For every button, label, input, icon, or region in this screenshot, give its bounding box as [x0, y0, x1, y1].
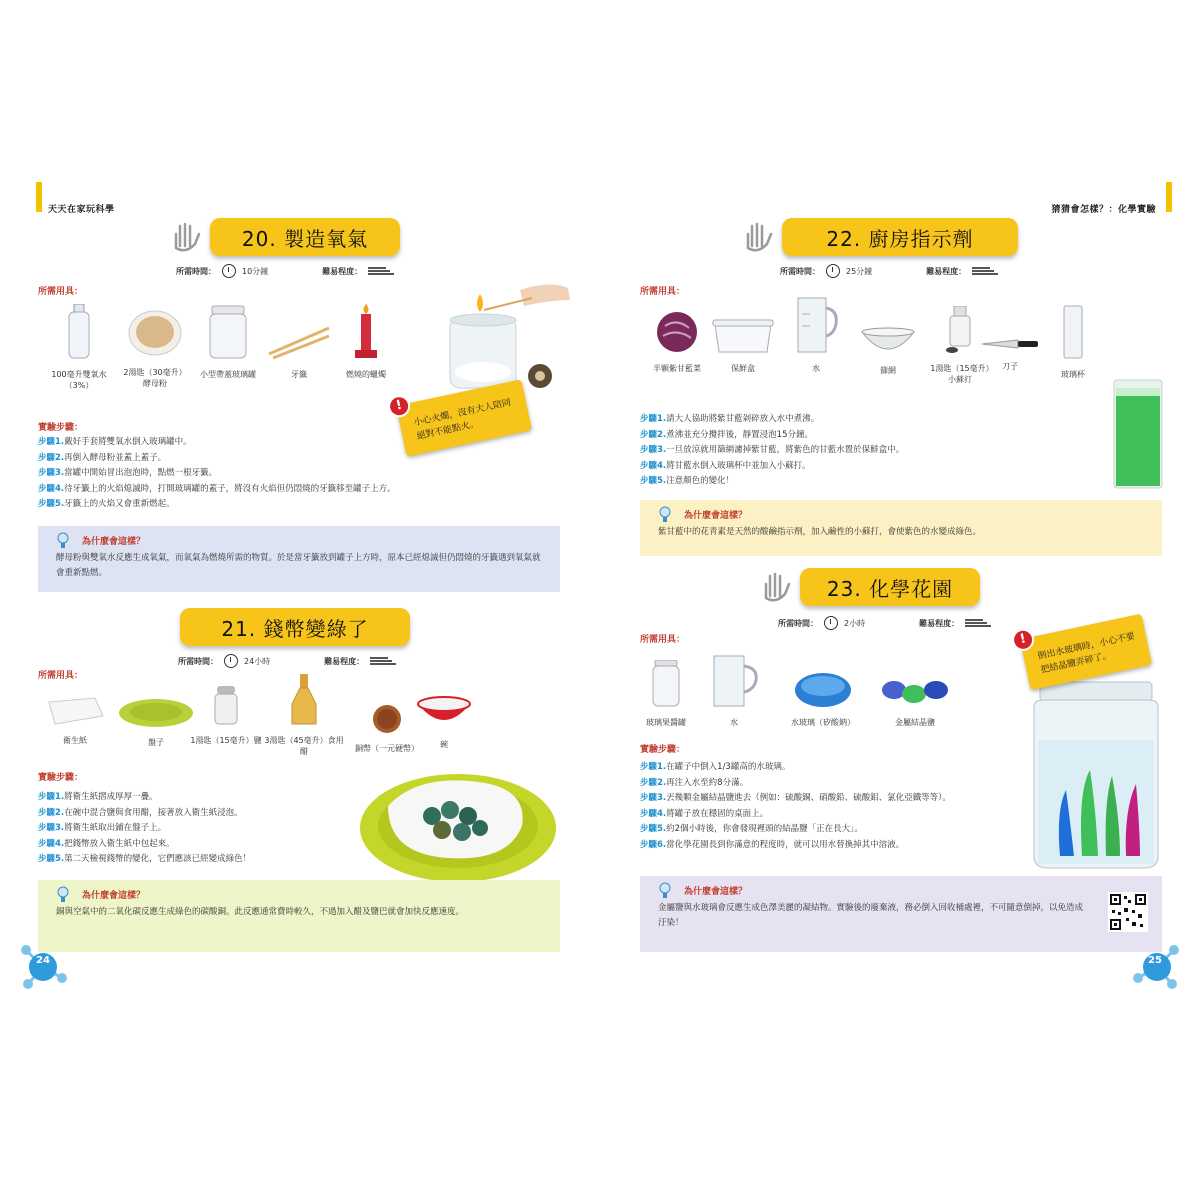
tool-label: 燃燒的蠟燭: [346, 370, 386, 379]
exp23-steps-label: 實驗步驟：: [640, 745, 686, 755]
exp20-title: 20. 製造氧氣: [210, 218, 400, 256]
difficulty-label: 難易程度：: [322, 266, 363, 276]
burning-jar-illustration: [440, 280, 580, 390]
exp22-title-block: [742, 218, 1042, 258]
tool-plate: [116, 698, 196, 748]
tool-label: 小型帶蓋玻璃罐: [200, 370, 256, 379]
exp20-steps-label: 實驗步驟：: [38, 423, 84, 433]
header-accent-bar: [1166, 182, 1172, 212]
step-item: 步驟4.待牙籤上的火焰熄滅時，打開玻璃罐的蓋子，將沒有火焰但仍悶燒的牙籤移至罐子上方。: [38, 483, 396, 494]
why-text: 紫甘藍中的花青素是天然的酸鹼指示劑，加入鹼性的小蘇打，會使紫色的水變成綠色。: [658, 527, 982, 537]
exp23-meta: [778, 616, 991, 630]
exp20-title-block: [170, 218, 410, 258]
step-item: 步驟3.將衛生紙取出鋪在盤子上。: [38, 823, 167, 833]
difficulty-label: 難易程度：: [324, 656, 365, 666]
difficulty-label: 難易程度：: [926, 266, 967, 276]
molecule-icon: [18, 942, 68, 992]
tool-label: 玻璃果醬罐: [646, 718, 686, 727]
time-value: 25分鐘: [846, 266, 873, 276]
tool-water: [786, 294, 846, 374]
tool-knife: [978, 336, 1042, 372]
tool-label: 牙籤: [291, 370, 307, 379]
yeast-bowl-icon: [127, 308, 183, 358]
step-item: 步驟5.牙籤上的火焰又會重新燃起。: [38, 499, 175, 509]
tool-glass: [1046, 304, 1100, 380]
tool-water: [704, 652, 764, 728]
why-title: 為什麼會這樣？: [684, 887, 748, 897]
exp23-steps: [640, 760, 1020, 853]
step-item: 步驟1.戴好手套將雙氧水倒入玻璃罐中。: [38, 437, 192, 447]
tool-label: 水: [730, 718, 738, 727]
tool-hydrogen-peroxide: [44, 304, 114, 391]
coins-on-plate-illustration: [358, 766, 558, 886]
plate-icon: [118, 698, 194, 728]
knife-icon: [980, 336, 1040, 352]
tool-water-glass: [778, 670, 868, 728]
tool-toothpick: [264, 320, 334, 380]
tissue-icon: [45, 696, 105, 726]
step-item: 步驟2.煮沸並充分攪拌後，靜置浸泡15分鐘。: [640, 429, 813, 440]
time-value: 10分鐘: [242, 266, 269, 276]
water-glass-granules-icon: [794, 670, 852, 708]
step-item: 步驟3.當罐中開始冒出泡泡時，點燃一根牙籤。: [38, 468, 218, 478]
tool-container: [708, 316, 778, 374]
tool-label: 銅幣（一元硬幣）: [355, 744, 419, 753]
salt-shaker-icon: [213, 686, 239, 726]
jar-icon: [208, 304, 248, 360]
measuring-jug-icon: [708, 652, 760, 708]
clock-icon: [826, 264, 840, 278]
why-text: 金屬鹽與水玻璃會反應生成色澤美麗的凝結物。實驗後的廢棄液，務必倒入回收桶處裡，不可隨意倒掉，以免造成汙染！: [658, 903, 1084, 928]
tool-jam-jar: [636, 660, 696, 728]
exp21-steps: [38, 790, 358, 868]
step-item: 步驟1.在罐子中倒入1/3罐高的水玻璃。: [640, 762, 791, 772]
time-label: 所需時間：: [780, 266, 820, 276]
tool-label: 1湯匙（15毫升）鹽: [190, 736, 262, 745]
difficulty-bars-icon: [370, 657, 396, 665]
exp21-title-block: [140, 608, 420, 648]
step-item: 步驟3.丟幾顆金屬結晶鹽進去（例如：硫酸銅、硝酸鉛、硫酸鋁、氯化亞鐵等等）。: [640, 793, 951, 803]
tool-label: 篩網: [880, 366, 896, 375]
page-number: 25: [1148, 955, 1162, 966]
tool-label: 1湯匙（15毫升）小蘇打: [930, 364, 990, 384]
exp23-why-box: [640, 876, 1162, 952]
tool-label: 2湯匙（30毫升）酵母粉: [123, 368, 187, 388]
step-item: 步驟5.約2個小時後，你會發現裡頭的結晶鹽「正在長大」。: [640, 824, 863, 834]
exp20-tools-label: 所需用具：: [38, 287, 84, 297]
exp22-tools-label: 所需用具：: [640, 287, 686, 297]
clock-icon: [224, 654, 238, 668]
toothpick-icon: [267, 320, 331, 360]
why-text: 銅與空氣中的二氧化碳反應生成綠色的碳酸銅。此反應通常費時較久，不過加入醋及鹽巴就會加快反應速度。: [56, 907, 465, 917]
exclamation-icon: !: [1010, 627, 1036, 653]
step-item: 步驟2.再倒入酵母粉並蓋上蓋子。: [38, 452, 167, 463]
step-item: 步驟3.一旦放涼就用篩網濾掉紫甘藍，將紫色的甘藍水置於保鮮盒中。: [640, 445, 905, 455]
cabbage-icon: [655, 310, 699, 354]
step-item: 步驟4.把錢幣放入衛生紙中包起來。: [38, 838, 175, 849]
header-accent-bar: [36, 182, 42, 212]
difficulty-bars-icon: [972, 267, 998, 275]
tool-tissue: [40, 696, 110, 746]
why-title: 為什麼會這樣？: [82, 537, 146, 547]
warning-text: 倒出水玻璃時，小心不要把結晶鹽弄碎了。: [1036, 631, 1136, 676]
baking-soda-icon: [946, 306, 974, 354]
tool-metal-salts: [872, 672, 958, 728]
container-icon: [711, 316, 775, 354]
time-label: 所需時間：: [178, 656, 218, 666]
page-number: 24: [36, 955, 50, 966]
exp21-title: 21. 錢幣變綠了: [180, 608, 410, 646]
exp23-title: 23. 化學花園: [800, 568, 980, 606]
difficulty-bars-icon: [368, 267, 394, 275]
why-title: 為什麼會這樣？: [684, 511, 748, 521]
vinegar-bottle-icon: [289, 674, 319, 726]
hand-icon: [742, 220, 776, 254]
right-page-header: 猜猜會怎樣？：化學實驗: [1051, 205, 1156, 215]
time-value: 2小時: [844, 618, 866, 628]
step-item: 步驟4.將甘藍水倒入玻璃杯中並加入小蘇打。: [640, 460, 811, 471]
difficulty-bars-icon: [965, 619, 991, 627]
qr-code-icon[interactable]: [1108, 892, 1148, 932]
clock-icon: [824, 616, 838, 630]
coin-icon: [372, 704, 402, 734]
measuring-jug-icon: [792, 294, 840, 354]
metal-salt-crystals-icon: [880, 672, 950, 708]
step-item: 步驟4.將罐子放在穩固的桌面上。: [640, 808, 769, 819]
exp22-title: 22. 廚房指示劑: [782, 218, 1018, 256]
exp23-title-block: [760, 568, 990, 608]
tool-salt: [186, 686, 266, 746]
step-item: 步驟6.當化學花園長到你滿意的程度時，就可以用水替換掉其中溶液。: [640, 839, 905, 850]
exp21-steps-label: 實驗步驟：: [38, 773, 84, 783]
time-label: 所需時間：: [778, 618, 818, 628]
exp20-steps: [38, 435, 538, 513]
lightbulb-icon: [56, 886, 70, 904]
exp21-tools-label: 所需用具：: [38, 671, 84, 681]
hand-icon: [170, 220, 204, 254]
step-item: 步驟5.第二天檢視錢幣的變化，它們應該已經變成綠色！: [38, 854, 252, 864]
tool-label: 3湯匙（45毫升）食用醋: [264, 736, 344, 756]
exp20-why-box: [38, 526, 560, 592]
difficulty-label: 難易程度：: [919, 618, 960, 628]
exp22-meta: [780, 264, 998, 278]
lightbulb-icon: [658, 506, 672, 524]
exp22-why-box: [640, 500, 1162, 556]
lightbulb-icon: [658, 882, 672, 900]
exp23-warning-card: [1020, 614, 1152, 691]
tool-label: 衛生紙: [63, 736, 87, 745]
step-item: 步驟1.將衛生紙摺成厚厚一疊。: [38, 792, 158, 802]
green-liquid-glass-illustration: [1108, 378, 1168, 490]
time-value: 24小時: [244, 656, 271, 666]
tool-label: 100毫升雙氧水（3%）: [51, 370, 107, 390]
tool-label: 半顆紫甘藍菜: [653, 364, 701, 373]
clock-icon: [222, 264, 236, 278]
tool-label: 刀子: [1002, 362, 1018, 371]
why-title: 為什麼會這樣？: [82, 891, 146, 901]
glass-icon: [1062, 304, 1084, 360]
step-item: 步驟2.在碗中混合鹽與食用醋，接著放入衛生紙浸泡。: [38, 807, 243, 818]
step-item: 步驟2.再注入水至約8分滿。: [640, 777, 749, 788]
tool-yeast: [120, 308, 190, 389]
left-page: [0, 180, 600, 1020]
tool-candle: [336, 304, 396, 380]
warning-text: 小心火燭，沒有大人陪同絕對不能點火。: [413, 398, 512, 443]
molecule-icon: [1132, 942, 1182, 992]
chemical-garden-jar-illustration: [1026, 680, 1166, 870]
tool-label: 水: [812, 364, 820, 373]
jam-jar-icon: [651, 660, 681, 708]
exclamation-icon: !: [386, 393, 412, 419]
tool-cabbage: [640, 310, 714, 374]
sieve-icon: [858, 326, 918, 356]
tool-label: 盤子: [148, 738, 164, 747]
tool-vinegar: [264, 674, 344, 757]
why-text: 酵母粉與雙氧水反應生成氧氣，而氧氣為燃燒所需的物質。於是當牙籤放到罐子上方時，原本已經熄滅但仍悶燒的牙籤遇到氧氣就會重新點燃。: [56, 553, 541, 578]
tool-jar: [196, 304, 260, 380]
right-page: [600, 180, 1200, 1020]
hand-icon: [760, 570, 794, 604]
exp22-steps: [640, 412, 1110, 490]
left-page-header: 天天在家玩科學: [48, 205, 115, 215]
tool-bowl: [414, 696, 474, 750]
tool-label: 保鮮盒: [731, 364, 755, 373]
tool-label: 玻璃杯: [1061, 370, 1085, 379]
exp23-tools-label: 所需用具：: [640, 635, 686, 645]
exp20-meta: [176, 264, 394, 278]
bowl-icon: [416, 696, 472, 730]
time-label: 所需時間：: [176, 266, 216, 276]
candle-icon: [353, 304, 379, 360]
tool-label: 水玻璃（矽酸鈉）: [791, 718, 855, 727]
tool-label: 金屬結晶鹽: [895, 718, 935, 727]
lightbulb-icon: [56, 532, 70, 550]
step-item: 步驟1.請大人協助將紫甘藍剁碎放入水中煮沸。: [640, 414, 820, 424]
tool-label: 碗: [440, 740, 448, 749]
exp21-why-box: [38, 880, 560, 952]
bottle-icon: [66, 304, 92, 360]
exp21-meta: [178, 654, 396, 668]
tool-sieve: [856, 326, 920, 376]
step-item: 步驟5.注意顏色的變化！: [640, 476, 735, 486]
